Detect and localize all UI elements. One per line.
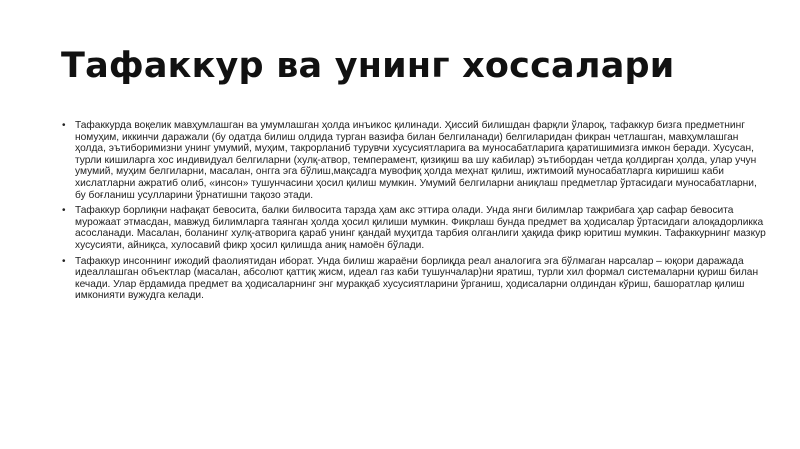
bullet-marker: • <box>62 255 66 267</box>
bullet-marker: • <box>62 205 66 217</box>
bullet-item <box>62 205 770 251</box>
slide-title: Тафаккур ва унинг хоссалари <box>61 46 675 86</box>
bullet-text: Тафаккурда воқелик мавҳумлашган ва умумлашган ҳолда инъикос қилинади. Ҳиссий билишдан фарқли ўлароқ, тафаккур бизга предметнинг номуҳим, иккинчи даражали (бу одатда билиш олдида турган вазифа билан белгиланади) белгиларидан фикран четлашган, мавҳумлашган ҳолда, эътиборимизни унинг умумий, муҳим, такрорланиб турувчи хусусиятларига ва муносабатларига қаратишимизга имкон беради. Хусусан, турли кишиларга хос индивидуал белгиларни (хулқ-атвор, темперамент, қизиқиш ва шу кабилар) эътибордан четда қолдирган ҳолда, улар учун умумий, муҳим белгиларни, масалан, онгга эга бўлиш,мақсадга мувофиқ ҳолда меҳнат қилиш, ижтимоий муносабатларга киришиш каби хислатларни ажратиб олиб, «инсон» тушунчасини ҳосил қилиш мумкин. Умумий белгиларни аниқлаш предметлар ўртасидаги муносабатларни, бу боғланиш усулларини ўрнатишни тақозо этади. <box>75 120 757 201</box>
bullet-marker: • <box>62 120 66 131</box>
bullet-item <box>62 256 770 302</box>
bullet-text: Тафаккур инсоннинг ижодий фаолиятидан иборат. Унда билиш жараёни борлиқда реал аналогига эга бўлмаган нарсалар – юқори даражада идеаллашган объектлар (масалан, абсолют қаттиқ жисм, идеал газ каби тушунчалар)ни яратиш, турли хил формал системаларни қуриш билан кечади. Улар ёрдамида предмет ва ҳодисаларнинг энг муракқаб хусусиятларини ўрганиш, ҳодисаларни олдиндан кўриш, башоратлар қилиш имконияти вужудга келади. <box>75 255 759 302</box>
bullet-list <box>62 120 770 306</box>
bullet-text: Тафаккур борлиқни нафақат бевосита, балки билвосита тарзда ҳам акс эттира олади. Унда янги билимлар тажрибага ҳар сафар бевосита мурожаат этмасдан, мавжуд билимларга таянган ҳолда ҳосил қилиши мумкин. Фикрлаш бунда предмет ва ҳодисалар ўртасидаги алоқадорликка асосланади. Масалан, боланинг хулқ-атворига қараб унинг қандай муҳитда тарбия олганлиги ҳақида фикр юритиш мумкин. Тафаккурнинг мазкур хусусияти, айниқса, хулосавий фикр ҳосил қилишда аниқ намоён бўлади. <box>75 205 766 251</box>
bullet-item <box>62 120 770 201</box>
